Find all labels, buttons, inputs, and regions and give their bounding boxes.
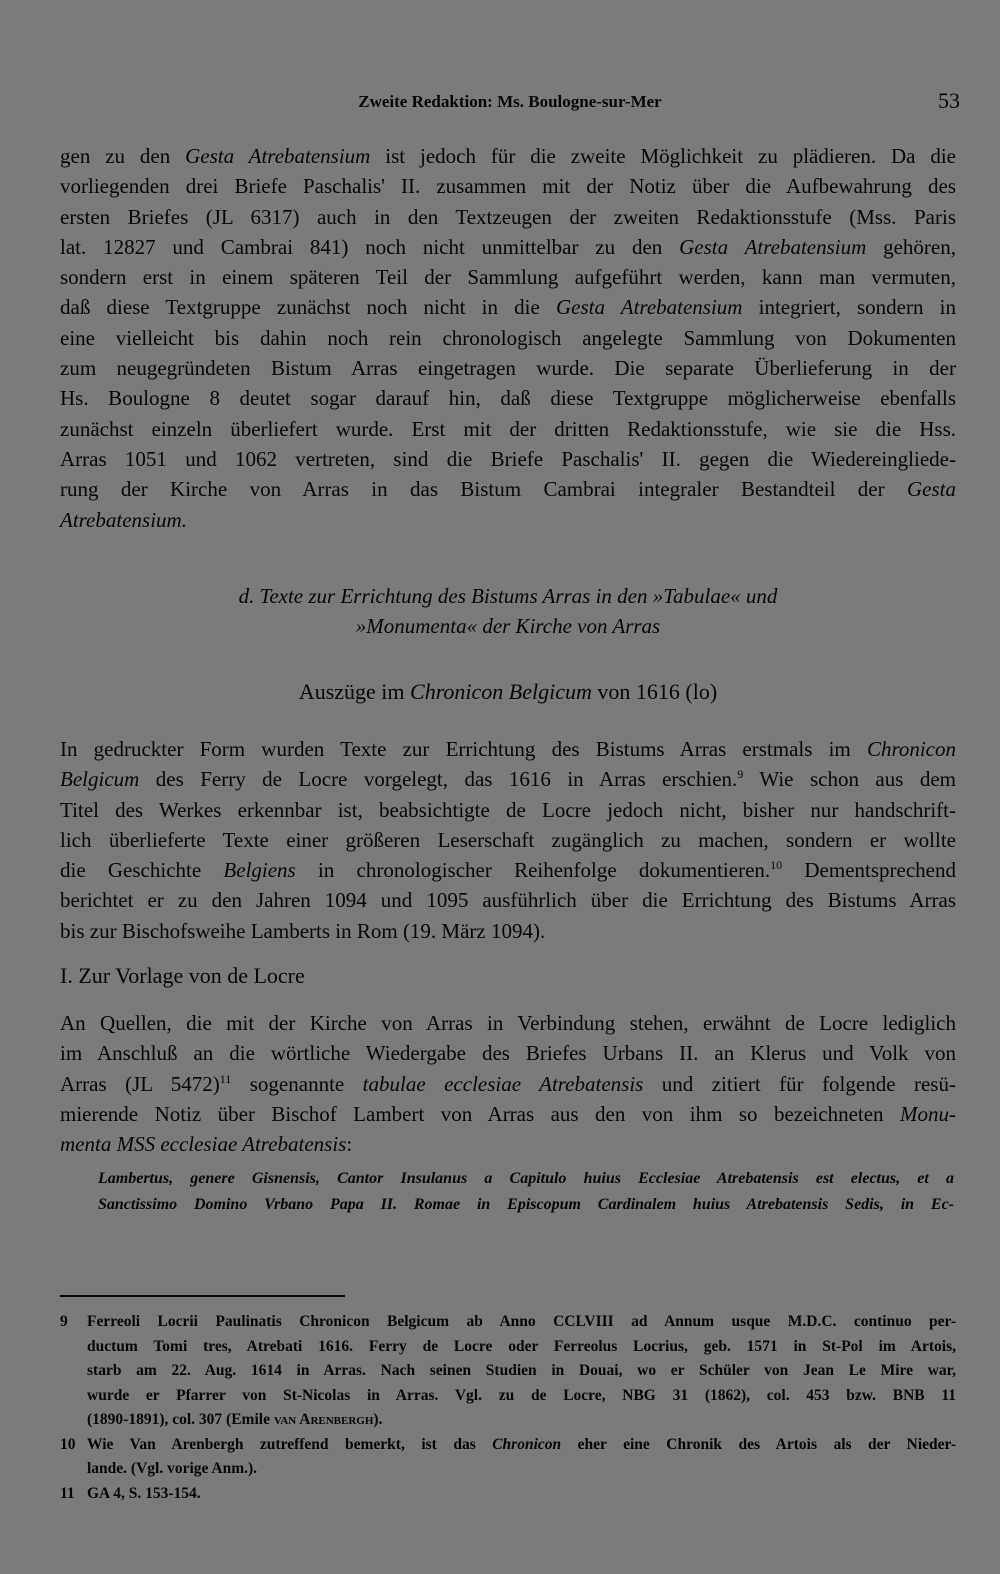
footnote-line: Wie Van Arenbergh zutreffend bemerkt, ist das Chronicon eher eine Chronik des Artois als der Nieder- (87, 1435, 956, 1453)
section-heading: d. Texte zur Errichtung des Bistums Arras in den »Tabulae« und »Monumenta« der Kirche von Arras (238, 584, 778, 638)
text-line: Arras (JL 5472)$^{11}$ sogenannte tabulae ecclesiae Atrebatensis und zitiert für folgende resü- (60, 1071, 956, 1096)
text-line: Atrebatensium. (60, 507, 187, 532)
text-line: zum neugegründeten Bistum Arras eingetragen wurde. Die separate Überlieferung in der (60, 356, 956, 381)
text-line: bis zur Bischofsweihe Lamberts in Rom (19. März 1094). (60, 918, 546, 943)
text-line: daß diese Textgruppe zunächst noch nicht in die Gesta Atrebatensium integriert, sondern in (60, 295, 956, 320)
text-line: Belgicum des Ferry de Locre vorgelegt, das 1616 in Arras erschien.$^9$ Wie schon aus dem (60, 767, 956, 792)
chronicon-heading: Auszüge im Chronicon Belgicum von 1616 (lo) (298, 679, 718, 704)
text-line: menta MSS ecclesiae Atrebatensis: (60, 1132, 353, 1157)
text-line: die Geschichte Belgiens in chronologischer Reihenfolge dokumentieren.$^{10}$ Dementsprechend (60, 858, 956, 883)
paragraph-1 (60, 141, 956, 535)
text-line: vorliegenden drei Briefe Paschalis' II. zusammen mit der Notiz über die Aufbewahrung des (60, 174, 956, 199)
footnote-line: Ferreoli Locrii Paulinatis Chronicon Belgicum ab Anno CCLVIII ad Annum usque M.D.C. continuo per- (87, 1313, 956, 1330)
footnote-ref-11: 11 (219, 1071, 232, 1086)
text-line: An Quellen, die mit der Kirche von Arras in Verbindung stehen, erwähnt de Locre lediglich (60, 1011, 956, 1035)
latin-quotation (98, 1166, 954, 1218)
text-line: eine vielleicht bis dahin noch rein chronologisch angelegte Sammlung von Dokumenten (60, 325, 956, 350)
text-line: zunächst einzeln überliefert wurde. Erst mit der dritten Redaktionsstufe, wie sie die Hss. (60, 416, 956, 441)
text-line: im Anschluß an die wörtliche Wiedergabe des Briefes Urbans II. an Klerus und Volk von (60, 1041, 956, 1066)
footnote-line: GA 4, S. 153-154. (87, 1484, 201, 1502)
running-head (60, 88, 960, 118)
footnote-line: lande. (Vgl. vorige Anm.). (87, 1460, 258, 1477)
text-line: rung der Kirche von Arras in das Bistum Cambrai integraler Bestandteil der Gesta (60, 477, 956, 502)
text-line: Titel des Werkes erkennbar ist, beabsichtigte de Locre jedoch nicht, bisher nur handschrift- (60, 797, 956, 822)
footnote-line: ductum Tomi tres, Atrebati 1616. Ferry de Locre oder Ferreolus Locrius, geb. 1571 in St-Pol im Artois, (87, 1337, 956, 1355)
text-line: berichtet er zu den Jahren 1094 und 1095 ausführlich über die Errichtung des Bistums Arras (60, 888, 956, 913)
footnote-ref-9: 9 (737, 767, 744, 782)
paragraph-3 (60, 1008, 956, 1159)
footnotes (60, 1310, 956, 1506)
text-line: sondern erst in einem späteren Teil der Sammlung aufgeführt werden, kann man vermuten, (60, 265, 956, 290)
text-line: lat. 12827 und Cambrai 841) noch nicht unmittelbar zu den Gesta Atrebatensium gehören, (60, 234, 956, 259)
footnote-divider (60, 1295, 345, 1297)
footnote-line: starb am 22. Aug. 1614 in Arras. Nach seinen Studien in Douai, wo er Schüler von Jean Le Mire war, (87, 1362, 956, 1379)
footnote-9 (60, 1310, 956, 1433)
text-line: Arras 1051 und 1062 vertreten, sind die Briefe Paschalis' II. gegen die Wiedereingliede- (60, 446, 956, 471)
subheading: I. Zur Vorlage von de Locre (60, 963, 305, 988)
footnote-number: 10 (60, 1435, 76, 1453)
text-line: lich überlieferte Texte einer größeren Leserschaft zugänglich zu machen, sondern er wollte (60, 827, 956, 852)
text-line: Hs. Boulogne 8 deutet sogar darauf hin, daß diese Textgruppe möglicherweise ebenfalls (60, 386, 956, 411)
footnote-11 (60, 1482, 956, 1507)
footnote-number: 11 (60, 1484, 75, 1502)
text-line: gen zu den Gesta Atrebatensium ist jedoch für die zweite Möglichkeit zu plädieren. Da die (60, 144, 956, 168)
running-title: Zweite Redaktion: Ms. Boulogne-sur-Mer (358, 92, 662, 111)
text-line: mierende Notiz über Bischof Lambert von Arras aus den von ihm so bezeichneten Monu- (60, 1101, 956, 1126)
quote-line: Sanctissimo Domino Vrbano Papa II. Romae in Episcopum Cardinalem huius Atrebatensis Sedis, in Ec- (98, 1196, 954, 1213)
quote-line: Lambertus, genere Gisnensis, Cantor Insulanus a Capitulo huius Ecclesiae Atrebatensis est electus, et a (98, 1170, 954, 1187)
footnote-ref-10: 10 (770, 858, 783, 873)
paragraph-2 (60, 734, 956, 946)
text-line: ersten Briefes (JL 6317) auch in den Textzeugen der zweiten Redaktionsstufe (Mss. Paris (60, 204, 956, 229)
footnote-line: (1890-1891), col. 307 (Emile van Arenbergh). (87, 1411, 383, 1428)
footnote-line: wurde er Pfarrer von St-Nicolas in Arras. Vgl. zu de Locre, NBG 31 (1862), col. 453 bzw. BNB 11 (87, 1386, 956, 1404)
footnote-10 (60, 1433, 956, 1482)
footnote-number: 9 (60, 1313, 68, 1330)
text-line: In gedruckter Form wurden Texte zur Errichtung des Bistums Arras erstmals im Chronicon (60, 737, 956, 761)
page-number: 53 (938, 88, 960, 113)
